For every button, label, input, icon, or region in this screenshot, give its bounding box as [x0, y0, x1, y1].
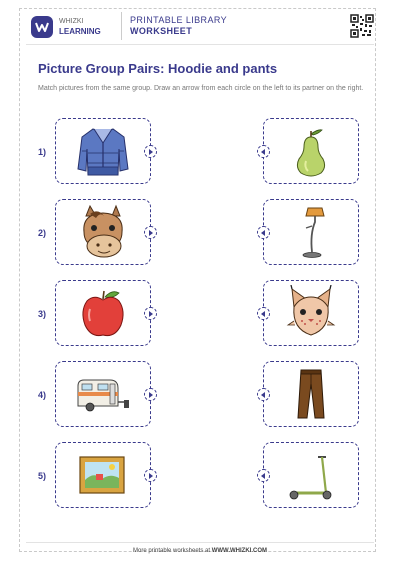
left-card-5	[55, 442, 151, 508]
arrow-right-icon	[149, 311, 153, 317]
row-number: 5)	[38, 471, 47, 481]
floor-lamp-icon	[282, 204, 340, 260]
header-separator	[26, 44, 374, 45]
instructions: Match pictures from the same group. Draw an arrow from each circle on the left to its partner on the right.	[38, 85, 364, 92]
framed-picture-icon	[74, 447, 132, 503]
qr-code-icon[interactable]	[350, 14, 374, 38]
logo[interactable]	[31, 14, 116, 40]
left-card-3	[55, 280, 151, 346]
whizki-logo-icon	[31, 16, 53, 38]
arrow-left-icon	[261, 392, 265, 398]
row-number: 1)	[38, 147, 47, 157]
pear-icon	[282, 123, 340, 179]
right-card-2	[263, 199, 359, 265]
match-dot-left-5[interactable]	[144, 469, 157, 482]
row-number: 3)	[38, 309, 47, 319]
header-divider	[121, 12, 122, 40]
footer	[0, 548, 400, 554]
arrow-left-icon	[261, 473, 265, 479]
footer-text: More printable worksheets at	[132, 548, 212, 554]
logo-line1: WHIZKI	[59, 18, 84, 25]
row-number: 4)	[38, 390, 47, 400]
match-dot-left-3[interactable]	[144, 307, 157, 320]
header	[26, 12, 374, 42]
right-card-5	[263, 442, 359, 508]
row-number: 2)	[38, 228, 47, 238]
left-card-2	[55, 199, 151, 265]
arrow-left-icon	[261, 149, 265, 155]
arrow-right-icon	[149, 149, 153, 155]
arrow-right-icon	[149, 473, 153, 479]
footer-separator	[26, 542, 374, 543]
arrow-left-icon	[261, 230, 265, 236]
match-dot-left-1[interactable]	[144, 145, 157, 158]
arrow-right-icon	[149, 230, 153, 236]
match-dot-right-4[interactable]	[257, 388, 270, 401]
match-dot-right-1[interactable]	[257, 145, 270, 158]
right-card-4	[263, 361, 359, 427]
match-dot-left-2[interactable]	[144, 226, 157, 239]
footer-link[interactable]: WWW.WHIZKI.COM	[211, 548, 268, 554]
arrow-left-icon	[261, 311, 265, 317]
header-title-line2: WORKSHEET	[130, 26, 193, 36]
caravan-icon	[74, 366, 132, 422]
left-card-4	[55, 361, 151, 427]
jacket-icon	[74, 123, 132, 179]
logo-line2: LEARNING	[59, 27, 101, 36]
match-dot-right-5[interactable]	[257, 469, 270, 482]
header-title	[130, 15, 227, 37]
match-dot-right-3[interactable]	[257, 307, 270, 320]
lynx-icon	[282, 285, 340, 341]
apple-icon	[74, 285, 132, 341]
scooter-icon	[282, 447, 340, 503]
left-card-1	[55, 118, 151, 184]
right-card-3	[263, 280, 359, 346]
match-dot-left-4[interactable]	[144, 388, 157, 401]
horse-icon	[74, 204, 132, 260]
right-card-1	[263, 118, 359, 184]
arrow-right-icon	[149, 392, 153, 398]
pants-icon	[282, 366, 340, 422]
match-dot-right-2[interactable]	[257, 226, 270, 239]
worksheet-title: Picture Group Pairs: Hoodie and pants	[38, 61, 278, 76]
header-title-line1: PRINTABLE LIBRARY	[130, 15, 227, 25]
